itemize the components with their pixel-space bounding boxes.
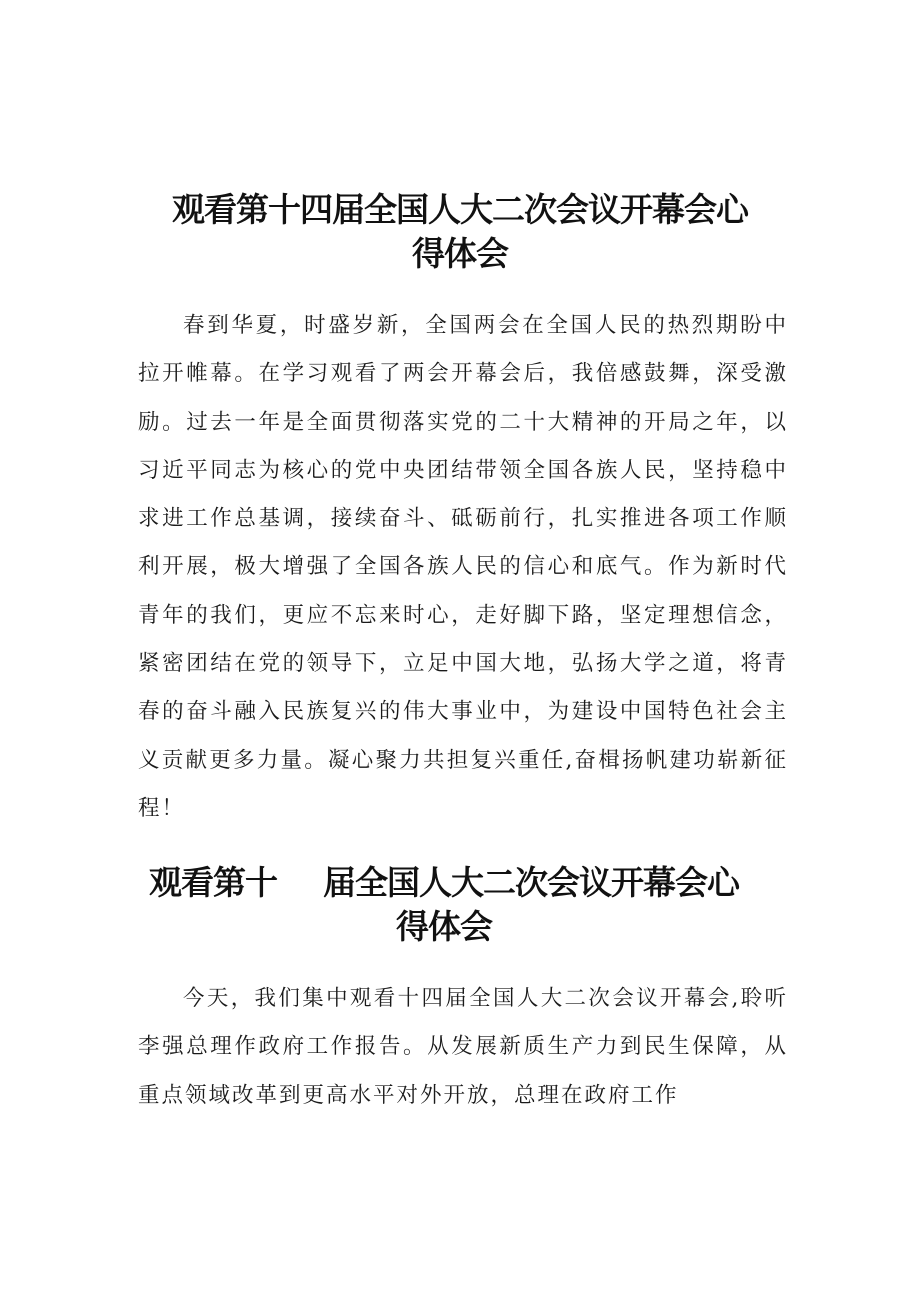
section-1-title-line-2: 得体会 (412, 234, 508, 274)
section-1-title (100, 188, 820, 276)
section-2-title-line-2: 得体会 (396, 907, 492, 947)
section-1-paragraph: 春到华夏，时盛岁新，全国两会在全国人民的热烈期盼中拉开帷幕。在学习观看了两会开幕会后，我倍感鼓舞，深受激励。过去一年是全面贯彻落实党的二十大精神的开局之年，以习近平同志为核心的党中央团结带领全国各族人民，坚持稳中求进工作总基调，接续奋斗、砥砺前行，扎实推进各项工作顺利开展，极大增强了全国各族人民的信心和底气。作为新时代青年的我们，更应不忘来时心，走好脚下路，坚定理想信念，紧密团结在党的领导下，立足中国大地，弘扬大学之道，将青春的奋斗融入民族复兴的伟大事业中，为建设中国特色社会主义贡献更多力量。凝心聚力共担复兴重任,奋楫扬帆建功崭新征程！ (138, 313, 788, 821)
section-2-title-part-2: 届全国人大二次会议开幕会心 (323, 863, 739, 903)
section-2-title-part-1: 观看第十 (149, 863, 277, 903)
section-2-title-line-1 (84, 861, 804, 905)
section-2-title (84, 861, 804, 949)
section-1-title-line-1: 观看第十四届全国人大二次会议开幕会心 (172, 190, 748, 230)
section-2-paragraph: 今天，我们集中观看十四届全国人大二次会议开幕会,聆听李强总理作政府工作报告。从发展新质生产力到民生保障，从重点领域改革到更高水平对外开放，总理在政府工作 (138, 986, 788, 1108)
